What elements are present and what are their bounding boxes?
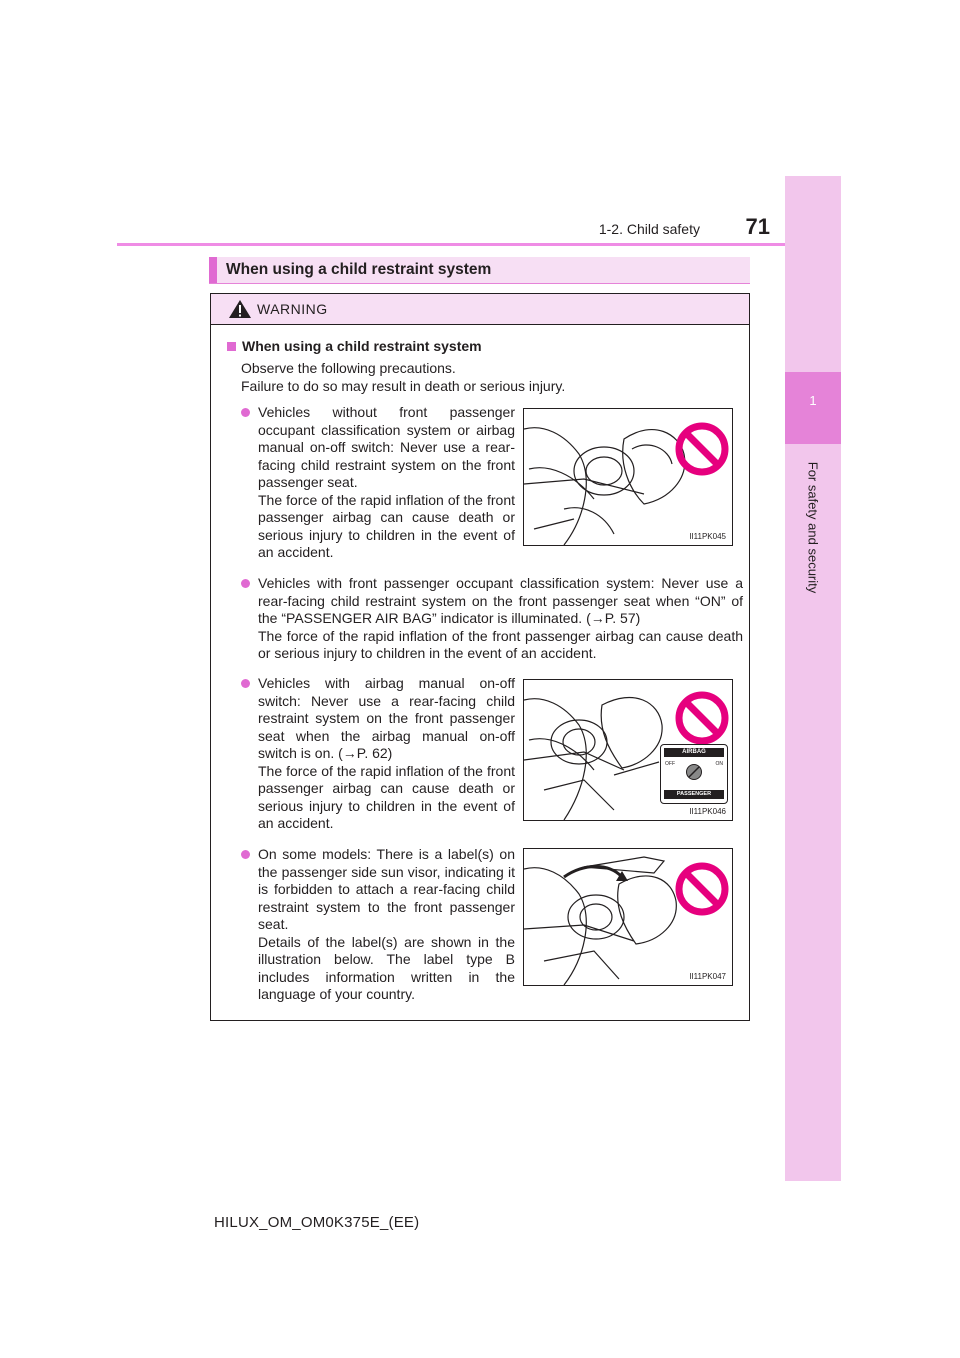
airbag-on-label: ON [715,761,723,767]
airbag-panel-passenger: PASSENGER [664,790,724,799]
document-code: HILUX_OM_OM0K375E_(EE) [214,1214,420,1231]
bullet-dot-icon [241,679,250,688]
airbag-switch-panel [660,744,728,804]
warning-header [211,294,749,325]
illustration-rear-facing-seat [523,408,733,546]
bullet-text: On some models: There is a label(s) on the passenger side sun visor, indicating it is forbidden to attach a rear-facing child restraint system to the front passenger seat. Details of the label(s) are shown in the illustration below. The label type B includes information written in the language of your country. [258,846,515,1002]
illustration-code: II11PK045 [689,532,726,541]
bullet-text: Vehicles without front passenger occupant classification system or airbag manual on-off switch: Never use a rear-facing child restraint system on the front passenger seat. The force of the rapid inflation of the front passenger airbag can cause death or serious injury to children in the event of an accident. [258,404,515,560]
key-switch-icon [685,763,703,781]
warning-bullet [241,846,515,1004]
prohibition-icon [674,861,730,917]
chapter-title: For safety and security [805,461,821,594]
side-tab [785,176,841,1181]
square-bullet-icon [227,342,236,351]
bullet-dot-icon [241,408,250,417]
warning-triangle-icon [228,299,252,319]
subheading-text: When using a child restraint system [226,261,492,278]
bullet-text: Vehicles with airbag manual on-off switch: Never use a rear-facing child restraint system on the front passenger seat when the airbag manual on-off switch is on. (→P. 62) The force of the rapid inflation of the front passenger airbag can cause death or serious injury to children in the event of an accident. [258,675,515,831]
prohibition-icon [674,421,730,477]
chapter-number: 1 [809,393,817,408]
section-subheading [209,257,750,284]
airbag-off-label: OFF [665,761,675,767]
prohibition-icon [674,690,730,746]
illustration-airbag-switch [523,679,733,821]
warning-bullet [241,575,743,663]
bullet-dot-icon [241,850,250,859]
warning-title: WARNING [257,301,328,317]
illustration-code: II11PK046 [689,807,726,816]
warning-bullet [241,675,515,833]
warning-heading-text: When using a child restraint system [242,338,482,354]
warning-box [210,293,750,1021]
warning-intro: Observe the following precautions. Failure to do so may result in death or serious injury. [241,360,566,394]
illustration-sun-visor [523,848,733,986]
subheading-accent-bar [209,257,217,283]
bullet-text: Vehicles with front passenger occupant classification system: Never use a rear-facing child restraint system on the front passenger seat when “ON” of the “PASSENGER AIR BAG” indicator is illuminated. (→P. 57) The force of the rapid inflation of the front passenger airbag can cause death or serious injury to children in the event of an accident. [258,575,743,661]
airbag-panel-title: AIRBAG [664,748,724,757]
illustration-code: II11PK047 [689,972,726,981]
page-number: 71 [745,214,770,239]
header-rule [117,243,785,246]
warning-heading [227,338,482,354]
warning-bullet [241,404,515,562]
bullet-dot-icon [241,579,250,588]
section-label: 1-2. Child safety [598,221,700,237]
